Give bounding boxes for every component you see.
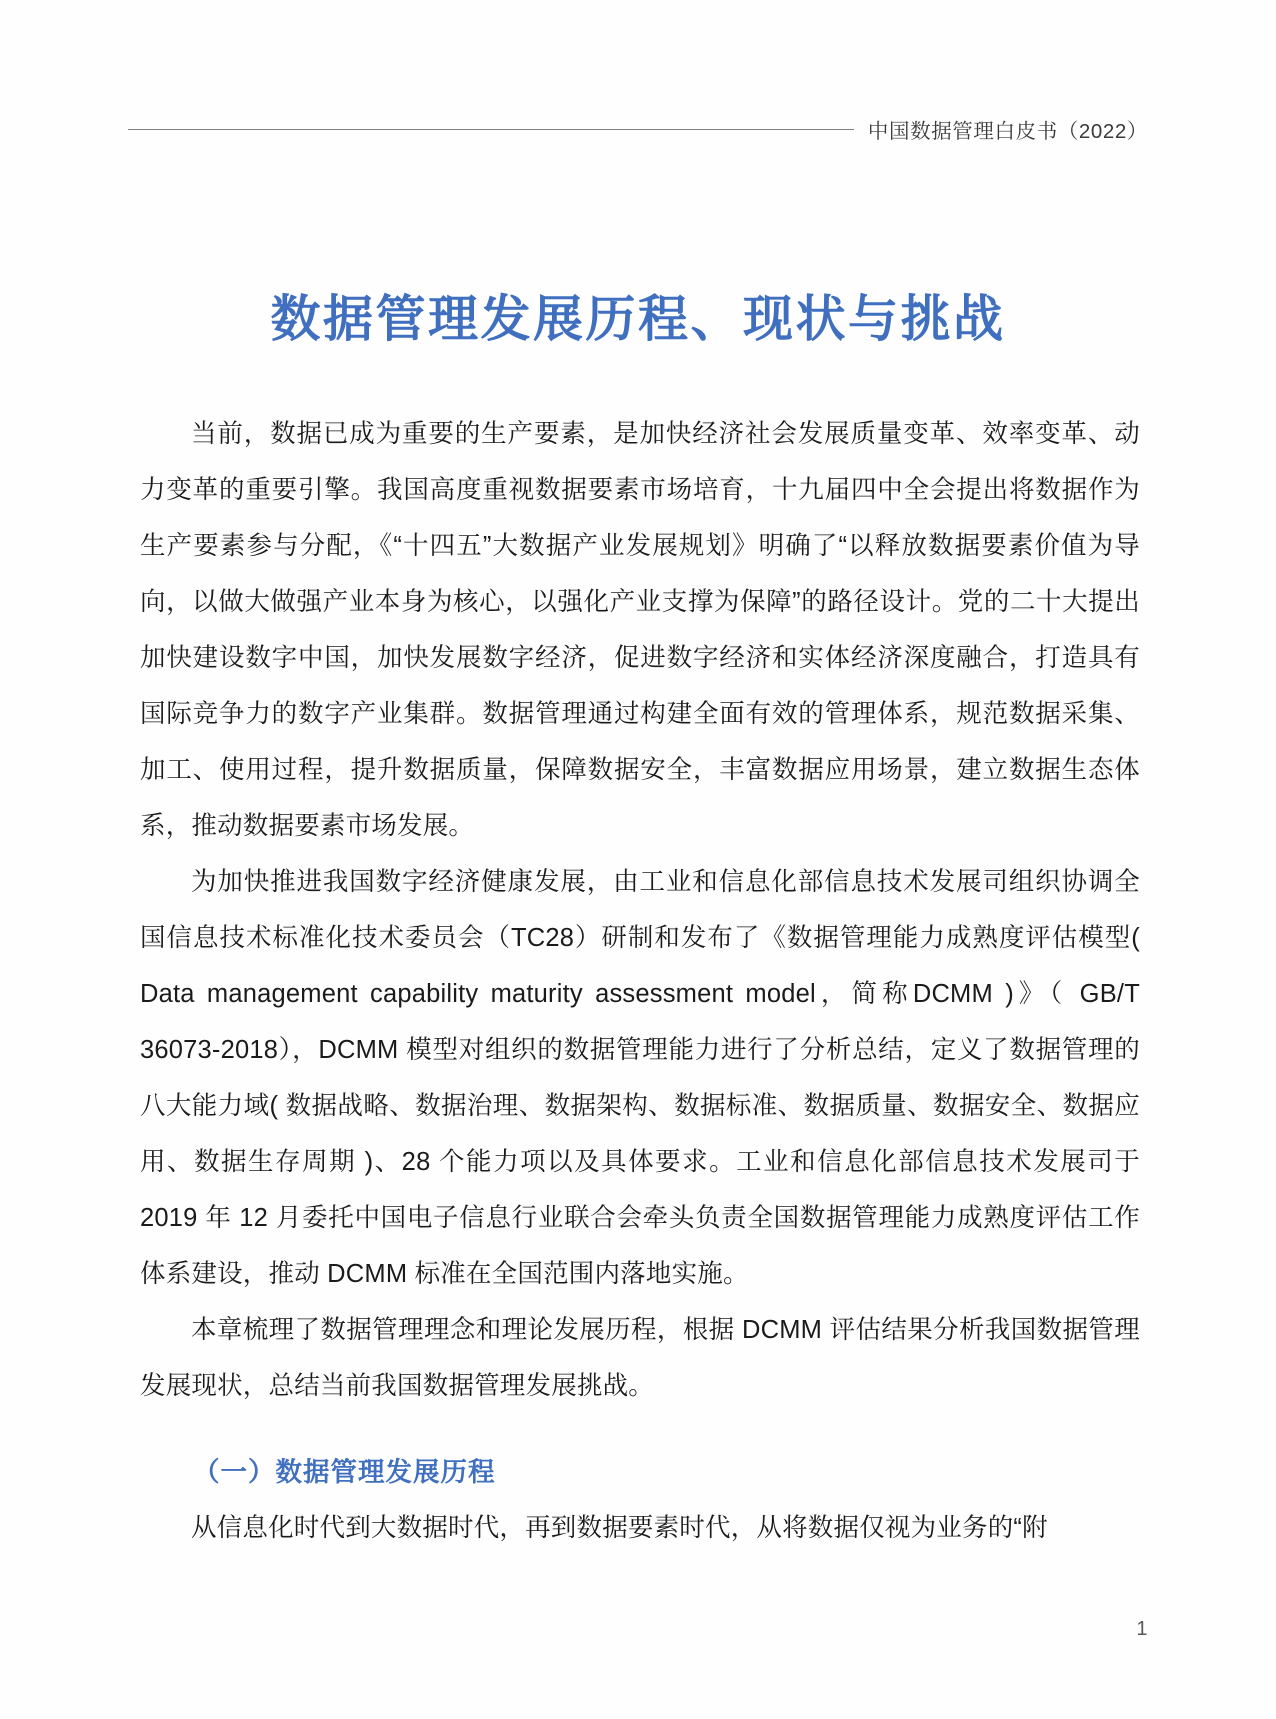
paragraph-3: 本章梳理了数据管理理念和理论发展历程，根据 DCMM 评估结果分析我国数据管理发展现状，总结当前我国数据管理发展挑战。: [140, 1316, 1140, 1400]
section-paragraph-1: 从信息化时代到大数据时代，再到数据要素时代，从将数据仅视为业务的“附: [191, 1514, 1048, 1542]
running-header: [128, 112, 1148, 146]
chapter-title: 数据管理发展历程、现状与挑战: [270, 290, 1006, 347]
page-number: 1: [1136, 1618, 1148, 1640]
header-rule-divider: [128, 129, 854, 130]
paragraph-1: 当前，数据已成为重要的生产要素，是加快经济社会发展质量变革、效率变革、动力变革的重要引擎。我国高度重视数据要素市场培育，十九届四中全会提出将数据作为生产要素参与分配，《“十四五”大数据产业发展规划》明确了“以释放数据要素价值为导向，以做大做强产业本身为核心，以强化产业支撑为保障”的路径设计。党的二十大提出加快建设数字中国，加快发展数字经济，促进数字经济和实体经济深度融合，打造具有国际竞争力的数字产业集群。数据管理通过构建全面有效的管理体系，规范数据采集、加工、使用过程，提升数据质量，保障数据安全，丰富数据应用场景，建立数据生态体系，推动数据要素市场发展。: [140, 420, 1140, 840]
paragraph-2: 为加快推进我国数字经济健康发展，由工业和信息化部信息技术发展司组织协调全国信息技术标准化技术委员会（TC28）研制和发布了《数据管理能力成熟度评估模型( Data management capability maturity assessment model，简称DCMM )》（ GB/T 36073-2018），DCMM 模型对组织的数据管理能力进行了分析总结，定义了数据管理的八大能力域( 数据战略、数据治理、数据架构、数据标准、数据质量、数据安全、数据应用、数据生存周期 )、28 个能力项以及具体要求。工业和信息化部信息技术发展司于 2019 年 12 月委托中国电子信息行业联合会牵头负责全国数据管理能力成熟度评估工作体系建设，推动 DCMM 标准在全国范围内落地实施。: [140, 868, 1140, 1288]
header-title: 中国数据管理白皮书（2022）: [867, 120, 1148, 143]
section-heading-1: （一）数据管理发展历程: [193, 1457, 496, 1487]
body-content: [140, 406, 1140, 1556]
